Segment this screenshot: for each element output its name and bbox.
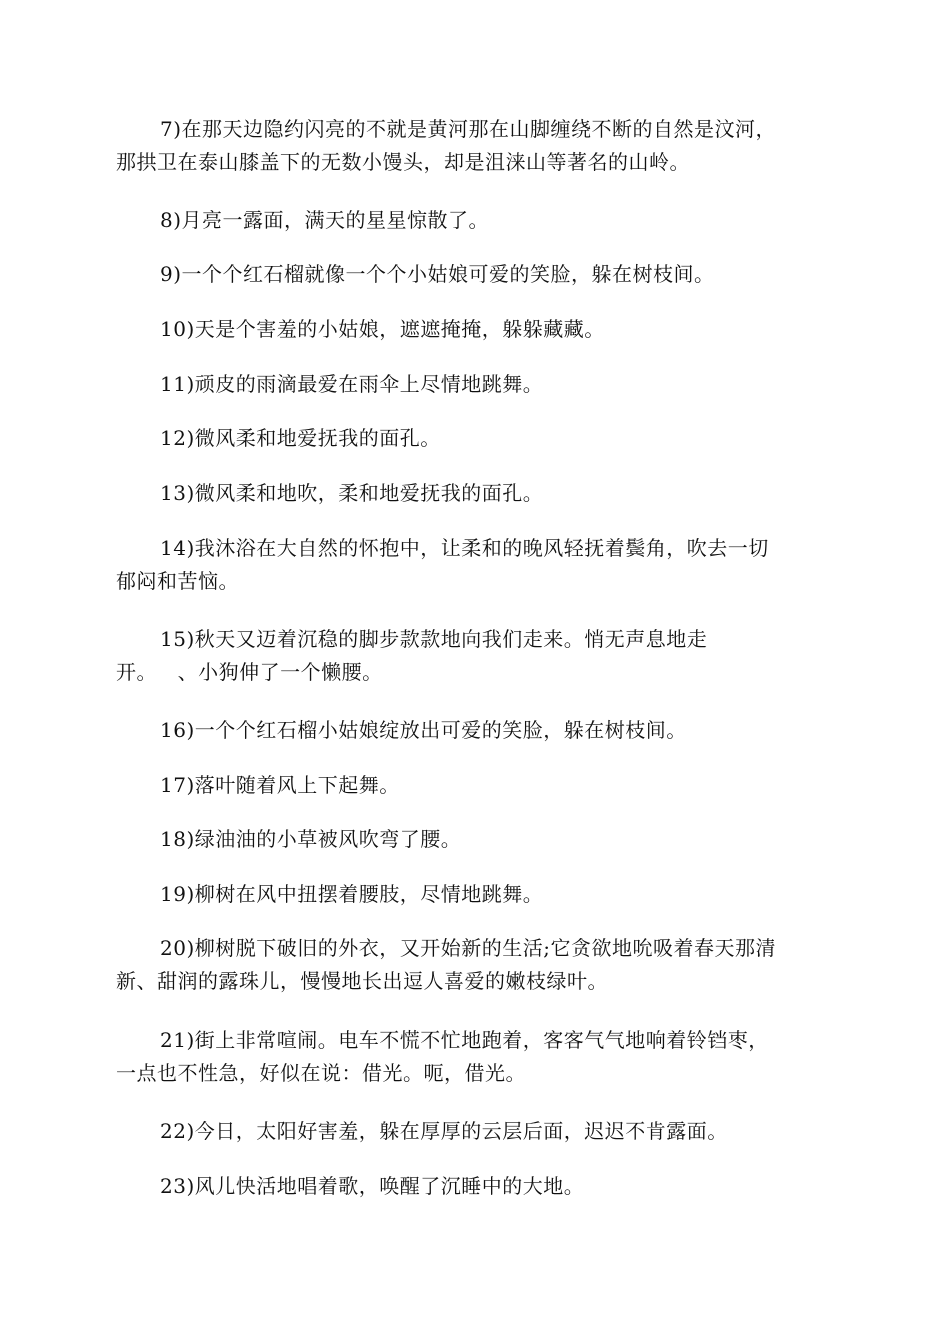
paragraph-19: [116, 878, 838, 911]
paragraph-8: [116, 204, 838, 237]
paragraph-line: 18)绿油油的小草被风吹弯了腰。: [160, 827, 462, 851]
paragraph-line: 那拱卫在泰山膝盖下的无数小馒头，却是沮涞山等著名的山岭。: [116, 150, 690, 174]
paragraph-line: 11)顽皮的雨滴最爱在雨伞上尽情地跳舞。: [160, 372, 544, 396]
paragraph-line: 13)微风柔和地吹，柔和地爱抚我的面孔。: [160, 481, 544, 505]
paragraph-line: 12)微风柔和地爱抚我的面孔。: [160, 426, 441, 450]
paragraph-line: 22)今日，太阳好害羞，躲在厚厚的云层后面，迟迟不肯露面。: [160, 1119, 728, 1143]
paragraph-18: [116, 823, 838, 856]
paragraph-line: 20)柳树脱下破旧的外衣，又开始新的生活;它贪欲地吮吸着春天那清: [160, 936, 776, 960]
paragraph-line: 9)一个个红石榴就像一个个小姑娘可爱的笑脸，躲在树枝间。: [160, 262, 715, 286]
paragraph-line: 7)在那天边隐约闪亮的不就是黄河那在山脚缠绕不断的自然是汶河，: [160, 117, 777, 141]
paragraph-12: [116, 422, 838, 455]
paragraph-line: 19)柳树在风中扭摆着腰肢，尽情地跳舞。: [160, 882, 544, 906]
paragraph-line: 开。 、小狗伸了一个懒腰。: [116, 660, 383, 684]
paragraph-13: [116, 477, 838, 510]
paragraph-line: 10)天是个害羞的小姑娘，遮遮掩掩，躲躲藏藏。: [160, 317, 605, 341]
paragraph-line: 17)落叶随着风上下起舞。: [160, 773, 400, 797]
paragraph-line: 新、甜润的露珠儿，慢慢地长出逗人喜爱的嫩枝绿叶。: [116, 969, 608, 993]
paragraph-line: 21)街上非常喧闹。电车不慌不忙地跑着，客客气气地响着铃铛枣，: [160, 1028, 769, 1052]
paragraph-17: [116, 769, 838, 802]
paragraph-line: 14)我沐浴在大自然的怀抱中，让柔和的晚风轻抚着鬓角，吹去一切: [160, 536, 769, 560]
paragraph-line: 23)风儿快活地唱着歌，唤醒了沉睡中的大地。: [160, 1174, 585, 1198]
paragraph-line: 15)秋天又迈着沉稳的脚步款款地向我们走来。悄无声息地走: [160, 627, 708, 651]
paragraph-7: [116, 113, 838, 179]
paragraph-15: [116, 623, 838, 689]
paragraph-21: [116, 1024, 838, 1090]
paragraph-line: 16)一个个红石榴小姑娘绽放出可爱的笑脸，躲在树枝间。: [160, 718, 687, 742]
paragraph-11: [116, 368, 838, 401]
paragraph-10: [116, 313, 838, 346]
paragraph-22: [116, 1115, 838, 1148]
paragraph-23: [116, 1170, 838, 1203]
paragraph-20: [116, 932, 838, 998]
paragraph-line: 郁闷和苦恼。: [116, 569, 239, 593]
paragraph-9: [116, 258, 838, 291]
paragraph-16: [116, 714, 838, 747]
paragraph-line: 8)月亮一露面，满天的星星惊散了。: [160, 208, 490, 232]
paragraph-line: 一点也不性急，好似在说：借光。呃，借光。: [116, 1061, 526, 1085]
paragraph-14: [116, 532, 838, 598]
